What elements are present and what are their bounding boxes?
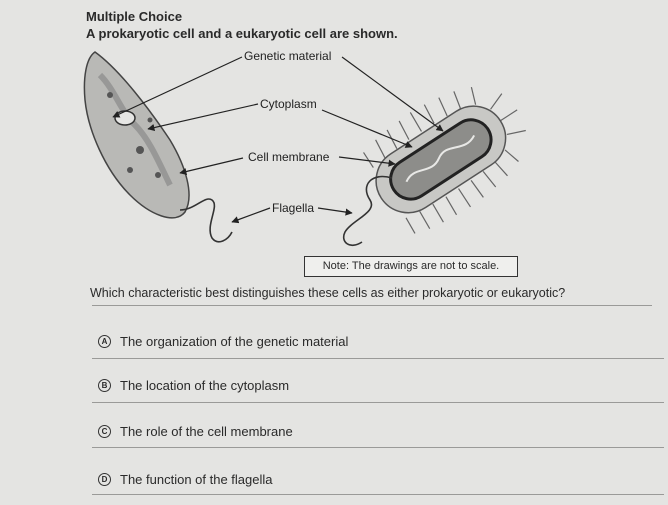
question-prompt: A prokaryotic cell and a eukaryotic cell are shown. <box>86 26 398 41</box>
option-b-text: The location of the cytoplasm <box>120 377 290 393</box>
option-a-letter-badge: A <box>98 335 111 348</box>
divider <box>92 402 664 403</box>
question-text: Which characteristic best distinguishes these cells as either prokaryotic or eukaryotic? <box>90 286 566 300</box>
question-type-label: Multiple Choice <box>86 9 183 24</box>
option-c-letter-badge: C <box>98 425 111 438</box>
option-d[interactable] <box>98 466 628 492</box>
option-c[interactable] <box>98 418 628 444</box>
label-cytoplasm: Cytoplasm <box>260 97 317 111</box>
prokaryotic-cell <box>351 63 548 245</box>
scale-note: Note: The drawings are not to scale. <box>304 256 518 277</box>
option-d-text: The function of the flagella <box>120 471 273 487</box>
option-a-text: The organization of the genetic material <box>120 333 349 349</box>
label-flagella: Flagella <box>272 201 315 215</box>
option-b-letter-badge: B <box>98 379 111 392</box>
divider <box>92 358 664 359</box>
option-a[interactable] <box>98 328 628 354</box>
divider <box>92 447 664 448</box>
eukaryotic-cell <box>84 52 232 242</box>
option-d-letter-badge: D <box>98 473 111 486</box>
divider <box>92 494 664 495</box>
option-c-text: The role of the cell membrane <box>120 423 293 439</box>
divider <box>92 305 652 306</box>
option-b[interactable] <box>98 372 628 398</box>
eukaryote-nucleus <box>115 111 135 125</box>
label-genetic-material: Genetic material <box>244 49 332 63</box>
label-cell-membrane: Cell membrane <box>248 150 330 164</box>
